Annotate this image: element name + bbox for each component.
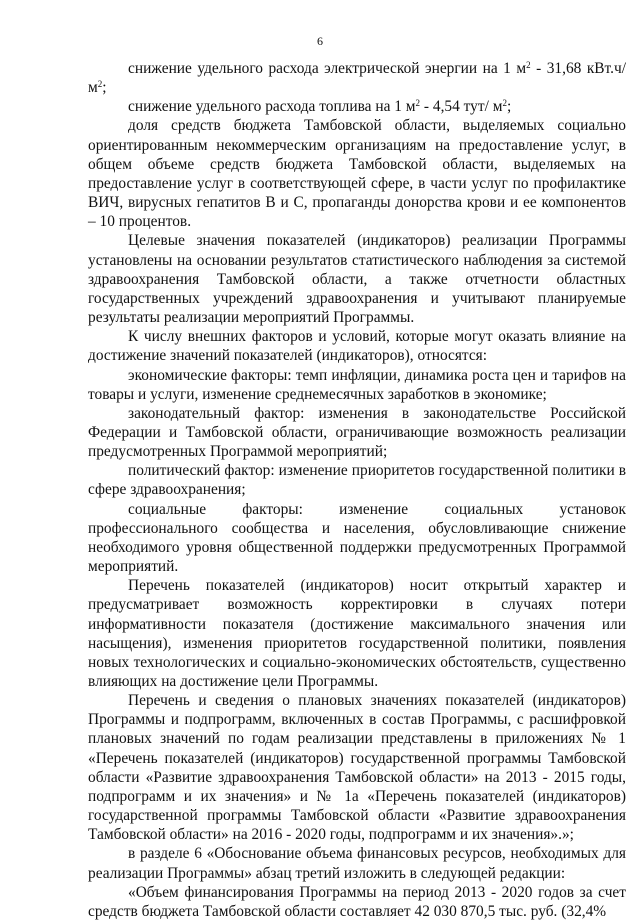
text-run: - 4,54 тут/ м [420, 98, 503, 116]
text-run: - 31,68 кВт.ч/ м [88, 60, 626, 97]
paragraph-target-values: Целевые значения показателей (индикаторов) реализации Программы установлены на основании результатов статистического наблюдения за системой здравоохранения Тамбовской области, а также отчетности областных государственных учреждений здравоохранения и учитывают планируемые результаты реализации мероприятий Программы. [88, 232, 626, 327]
paragraph-funding-volume: «Объем финансирования Программы на период 2013 - 2020 годов за счет средств бюджета Тамбовской области составляет 42 030 870,5 тыс. руб. (32,4% [88, 883, 626, 920]
page-number: 6 [317, 34, 323, 48]
text-run: снижение удельного расхода топлива на 1 м [128, 98, 416, 116]
paragraph-electric-energy [88, 59, 626, 97]
text-run: снижение удельного расхода электрической энергии на 1 м [128, 60, 527, 77]
paragraph-fuel [88, 97, 626, 116]
paragraph-appendices: Перечень и сведения о плановых значениях показателей (индикаторов) Программы и подпрограмм, включенных в состав Программы, с расшифровкой плановых значений по годам реализации представлены в приложениях № 1 «Перечень показателей (индикаторов) государственной программы Тамбовской области «Развитие здравоохранения Тамбовской области» на 2013 - 2015 годы, подпрограмм и их значения» и № 1а «Перечень показателей (индикаторов) государственной программы Тамбовской области «Развитие здравоохранения Тамбовской области» на 2016 - 2020 годы, подпрограмм и их значения».»; [88, 692, 626, 844]
paragraph-section-6: в разделе 6 «Обоснование объема финансовых ресурсов, необходимых для реализации Программы» абзац третий изложить в следующей редакции: [88, 845, 626, 882]
paragraph-political-factor: политический фактор: изменение приоритетов государственной политики в сфере здравоохранения; [88, 462, 626, 499]
paragraph-indicator-list: Перечень показателей (индикаторов) носит открытый характер и предусматривает возможность корректировки в случаях потери информативности показателя (достижение максимального значения или насыщения), изменения приоритетов государственной политики, появления новых технологических и социально-экономических обстоятельств, существенно влияющих на достижение цели Программы. [88, 577, 626, 690]
superscript: 2 [502, 98, 507, 109]
superscript: 2 [526, 60, 531, 70]
paragraph-external-factors: К числу внешних факторов и условий, которые могут оказать влияние на достижение значений показателей (индикаторов), относятся: [88, 328, 626, 365]
paragraph-budget-share: доля средств бюджета Тамбовской области, выделяемых социально ориентированным некоммерческим организациям на предоставление услуг, в общем объеме средств бюджета Тамбовской области, выделяемых на предоставление услуг в соответствующей сфере, в части услуг по профилактике ВИЧ, вирусных гепатитов В и С, пропаганды донорства крови и ее компонентов – 10 процентов. [88, 117, 626, 231]
text-run: ; [506, 98, 512, 116]
paragraph-economic-factors: экономические факторы: темп инфляции, динамика роста цен и тарифов на товары и услуги, изменение среднемесячных заработков в экономике; [88, 366, 626, 403]
text-run: ; [102, 79, 107, 97]
paragraph-legislative-factor: законодательный фактор: изменения в законодательстве Российской Федерации и Тамбовской области, ограничивающие возможность реализации предусмотренных Программой мероприятий; [88, 404, 626, 461]
superscript: 2 [97, 79, 103, 90]
paragraph-social-factors: социальные факторы: изменение социальных установок профессионального сообщества и населения, обусловливающие снижение необходимого уровня общественной поддержки предусмотренных Программой мероприятий. [88, 500, 626, 576]
document-body [88, 59, 626, 921]
superscript: 2 [415, 98, 421, 109]
